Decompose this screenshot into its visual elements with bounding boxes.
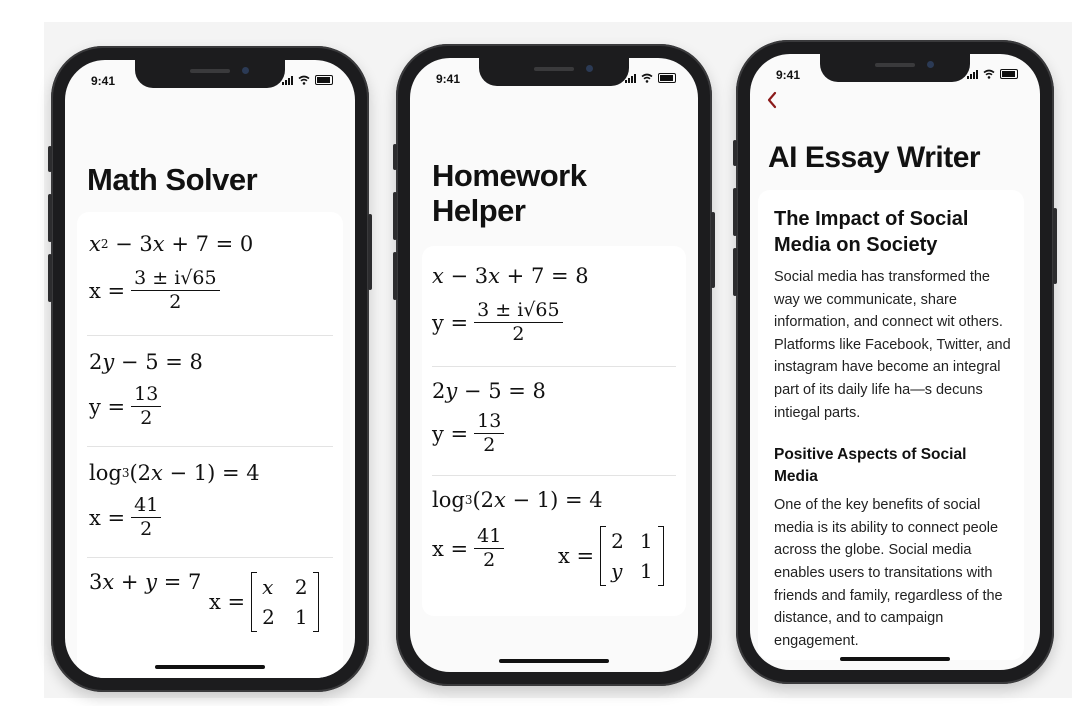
power-button <box>368 214 372 290</box>
solution-block <box>77 447 343 557</box>
signal-icon <box>967 69 978 79</box>
solution-lhs: x = <box>432 536 469 561</box>
solution <box>89 384 161 429</box>
solutions-card <box>77 212 343 678</box>
mute-switch <box>48 146 52 172</box>
fraction <box>474 411 504 456</box>
volume-up-button <box>393 192 397 240</box>
status-time: 9:41 <box>436 72 461 86</box>
home-indicator[interactable] <box>840 657 950 661</box>
matrix-cell: 1 <box>639 529 653 553</box>
solution-lhs: y = <box>432 421 469 446</box>
phone-math-solver <box>51 46 369 692</box>
speaker <box>190 69 230 73</box>
notch <box>479 58 629 86</box>
camera <box>586 65 593 72</box>
screen <box>410 58 698 672</box>
volume-up-button <box>733 188 737 236</box>
battery-icon <box>315 75 333 85</box>
matrix-cell: 2 <box>611 529 624 553</box>
numerator: 3 ± i√65 <box>131 268 219 291</box>
denominator: 2 <box>140 518 153 540</box>
solution-matrix <box>558 526 664 586</box>
matrix <box>600 526 663 586</box>
equation: 2 y − 5 = 8 <box>89 350 203 374</box>
chevron-left-icon[interactable] <box>766 90 778 110</box>
fraction <box>474 300 562 345</box>
battery-icon <box>658 73 676 83</box>
status-icons <box>282 75 333 85</box>
signal-icon <box>282 75 293 85</box>
fraction <box>131 495 161 540</box>
solution <box>432 526 504 571</box>
denominator: 2 <box>483 549 496 571</box>
solution <box>432 411 504 456</box>
page-title-line: Helper <box>432 193 526 228</box>
matrix-cell: y <box>611 559 623 583</box>
solution <box>89 268 220 313</box>
fraction <box>131 268 219 313</box>
power-button <box>711 212 715 288</box>
solution <box>89 495 161 540</box>
volume-down-button <box>733 248 737 296</box>
phone-homework-helper <box>396 44 712 686</box>
page-title: AI Essay Writer <box>768 141 981 174</box>
denominator: 2 <box>140 407 153 429</box>
status-time: 9:41 <box>91 74 116 88</box>
page-title <box>432 158 586 228</box>
matrix-cell: 2 <box>262 605 275 629</box>
numerator: 13 <box>131 384 161 407</box>
status-icons <box>625 73 676 83</box>
notch <box>135 60 285 88</box>
home-indicator[interactable] <box>155 665 265 669</box>
solution-lhs: x = <box>558 544 595 568</box>
solution-block <box>422 246 686 366</box>
signal-icon <box>625 73 636 83</box>
equation: 2 y − 5 = 8 <box>432 379 546 403</box>
matrix <box>251 572 318 632</box>
solution-lhs: x = <box>209 590 246 614</box>
equation: x 2 − 3 x + 7 = 0 <box>89 232 254 256</box>
volume-down-button <box>48 254 52 302</box>
essay-intro: Social media has transformed the way we communicate, share information, and connect wit others. Platforms like Facebook, Twitter, and instagram have become an integral part of its daily life ha—s decuns intiegal parts. <box>774 269 1011 421</box>
mute-switch <box>393 144 397 170</box>
fraction <box>131 384 161 429</box>
denominator: 2 <box>512 323 525 345</box>
wifi-icon <box>298 75 310 85</box>
camera <box>927 61 934 68</box>
home-indicator[interactable] <box>499 659 609 663</box>
matrix-cell: 1 <box>294 605 308 629</box>
matrix-cell: x <box>262 575 274 599</box>
solution-lhs: x = <box>89 278 126 303</box>
solution-block <box>77 336 343 446</box>
status-time: 9:41 <box>776 68 801 82</box>
screen <box>65 60 355 678</box>
solution-block <box>77 212 343 334</box>
mute-switch <box>733 140 737 166</box>
speaker <box>875 63 915 67</box>
denominator: 2 <box>483 434 496 456</box>
volume-down-button <box>393 252 397 300</box>
speaker <box>534 67 574 71</box>
solution-lhs: y = <box>432 310 469 335</box>
battery-icon <box>1000 69 1018 79</box>
wifi-icon <box>641 73 653 83</box>
equation: 3 x + y = 7 <box>89 570 202 594</box>
matrix-cell: 2 <box>294 575 308 599</box>
solution-lhs: x = <box>89 505 126 530</box>
numerator: 41 <box>131 495 161 518</box>
page-title: Math Solver <box>87 162 258 197</box>
section-heading: Positive Aspects of Social Media <box>774 446 967 486</box>
page-title-line: Homework <box>432 158 587 193</box>
numerator: 41 <box>474 526 504 549</box>
matrix-cell: 1 <box>639 559 653 583</box>
power-button <box>1053 208 1057 284</box>
denominator: 2 <box>169 291 182 313</box>
camera <box>242 67 249 74</box>
equation: x − 3 x + 7 = 8 <box>432 264 589 288</box>
solution <box>209 572 319 632</box>
screen <box>750 54 1040 670</box>
fraction <box>474 526 504 571</box>
phone-ai-essay-writer <box>736 40 1054 684</box>
solution-block <box>77 558 343 678</box>
numerator: 13 <box>474 411 504 434</box>
solution-lhs: y = <box>89 394 126 419</box>
wifi-icon <box>983 69 995 79</box>
essay-card <box>758 190 1024 660</box>
equation: log 3 (2 x − 1) = 4 <box>432 488 603 512</box>
section-body: One of the key benefits of social media is its ability to connect peole across the globe. Social media enables users to transitations with friends and family, regardless of the distance, and to campaign engagement. <box>774 497 1003 649</box>
equation: log 3 (2 x − 1) = 4 <box>89 461 260 485</box>
solutions-card <box>422 246 686 616</box>
solution <box>432 300 563 345</box>
essay-title: The Impact of Social Media on Society <box>774 208 969 256</box>
volume-up-button <box>48 194 52 242</box>
status-icons <box>967 69 1018 79</box>
numerator: 3 ± i√65 <box>474 300 562 323</box>
solution-block <box>422 476 686 616</box>
notch <box>820 54 970 82</box>
solution-block <box>422 367 686 475</box>
